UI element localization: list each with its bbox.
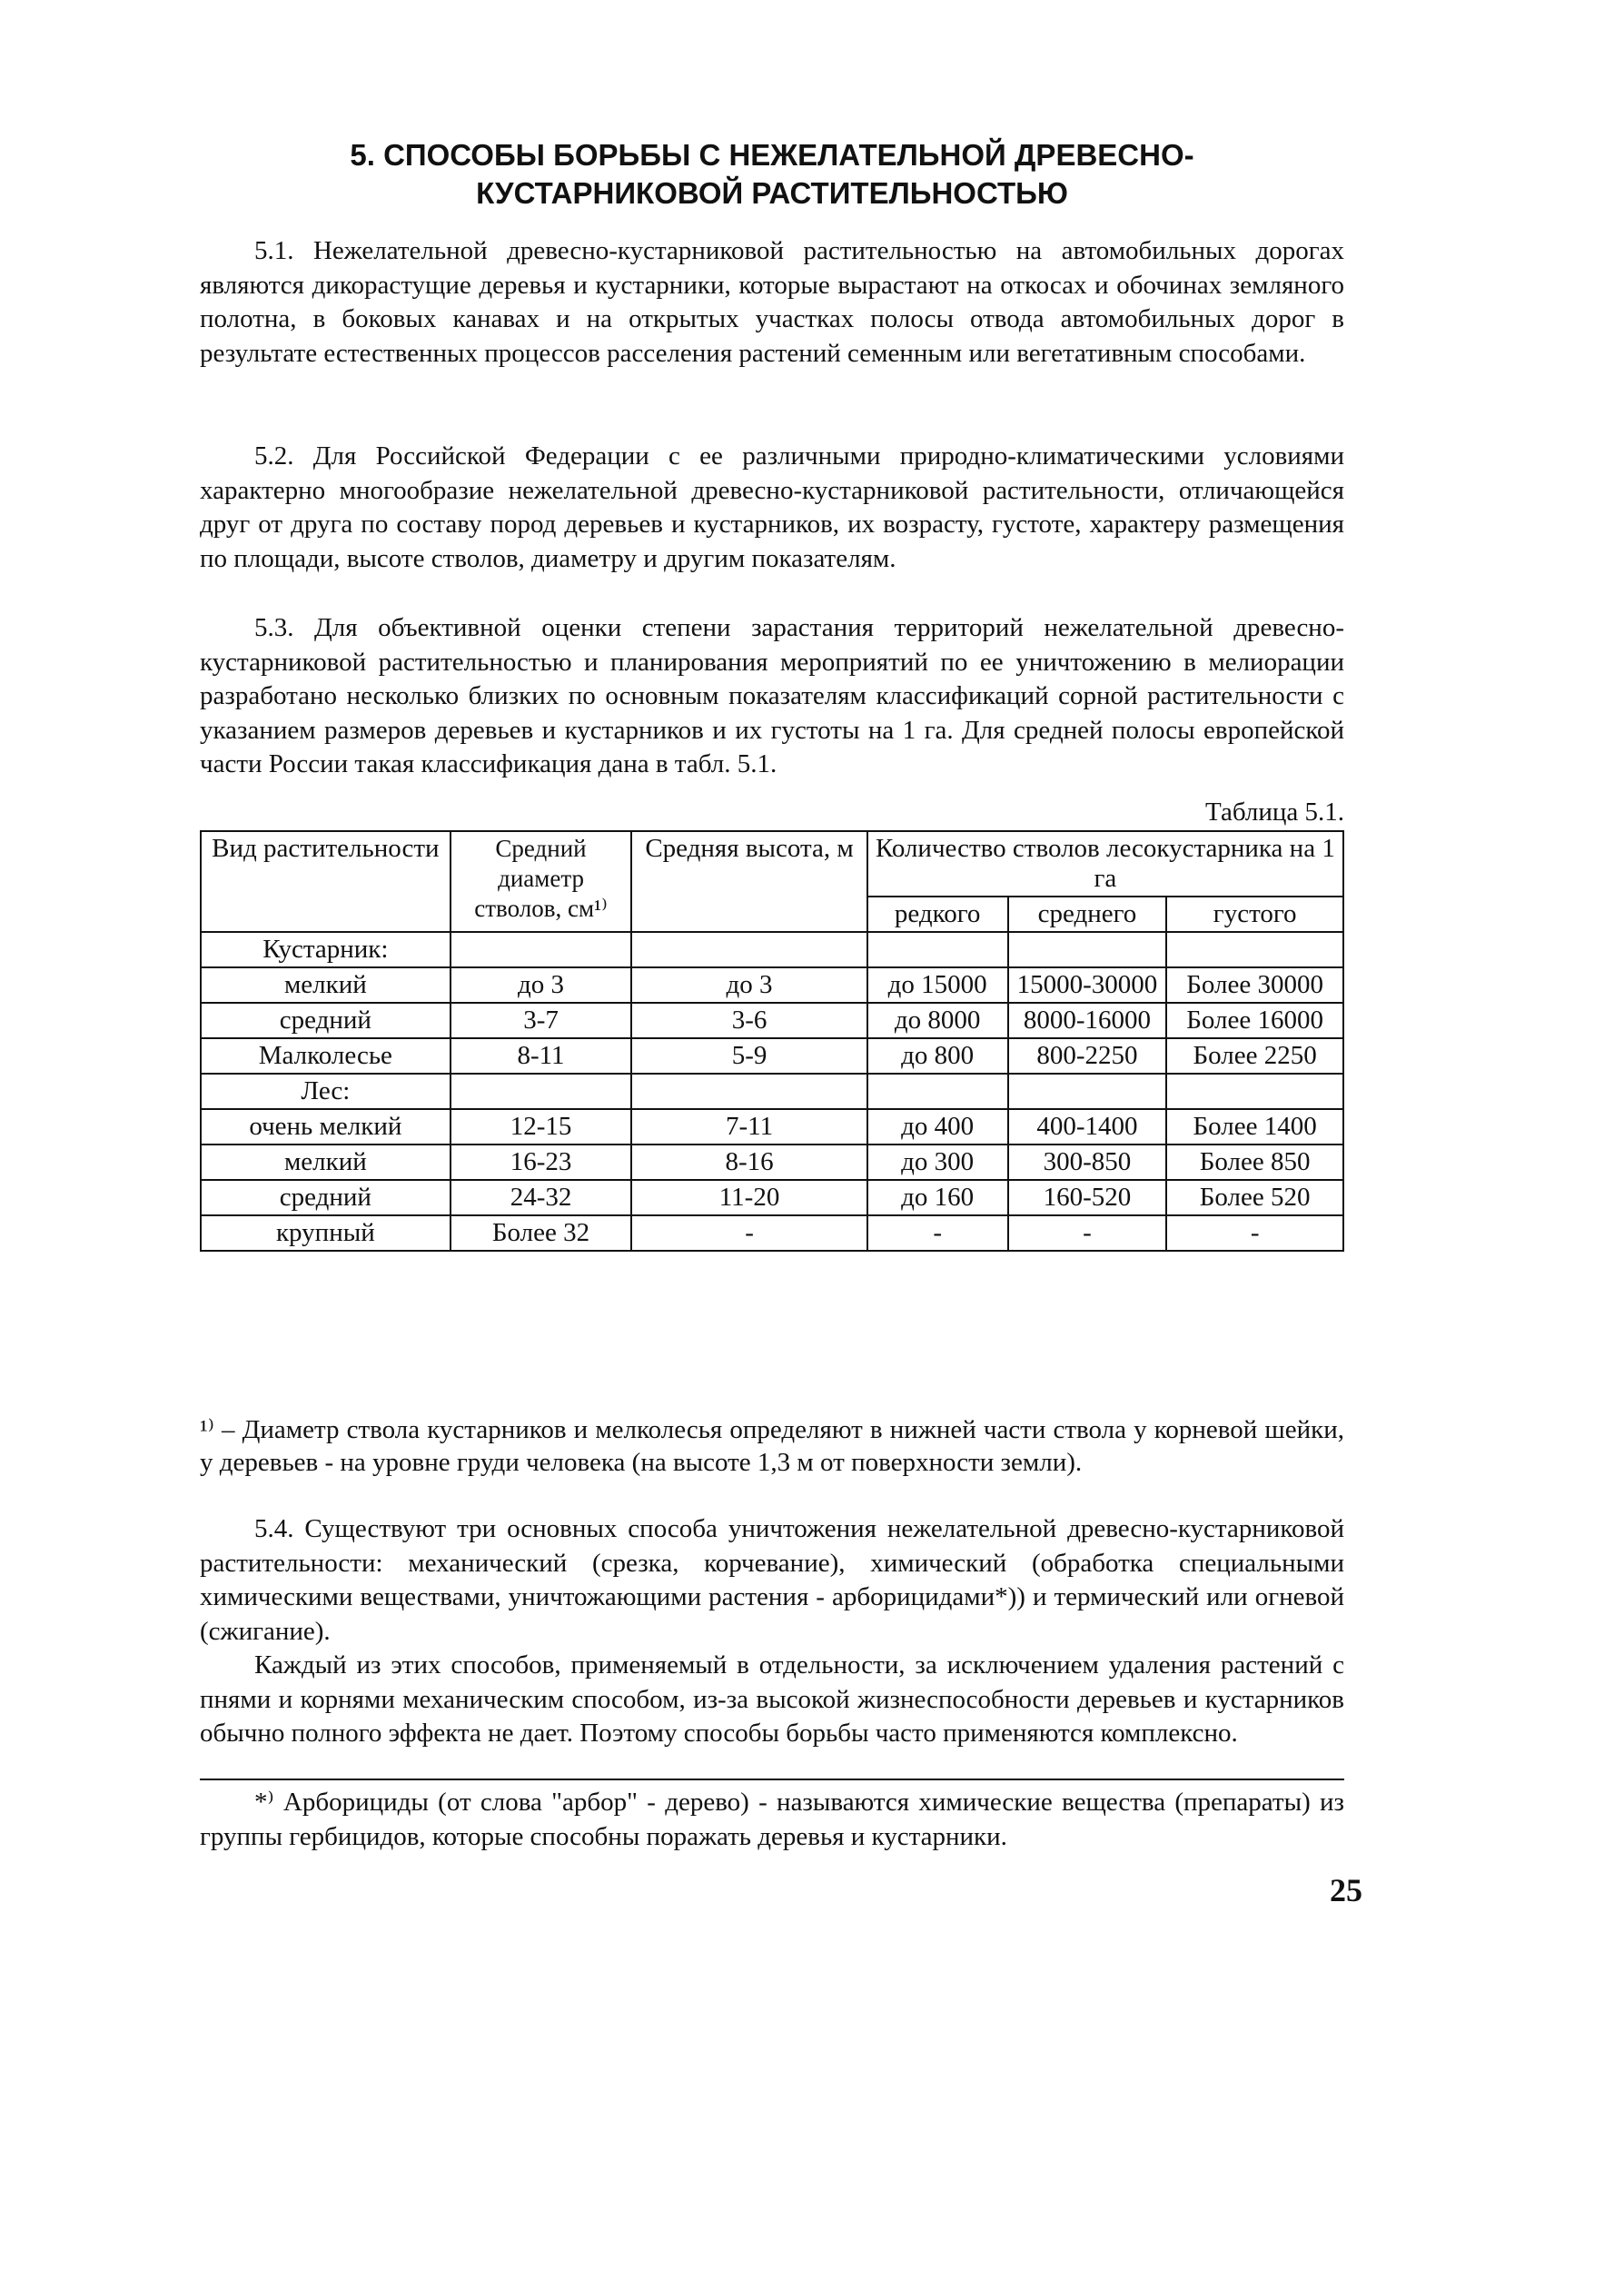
paragraph-5-3: 5.3. Для объективной оценки степени зарастания территорий нежелательной древесно-кустарниковой растительностью и планирования мероприятий по ее уничтожению в мелиорации разработано несколько близких по основным показателям классификаций сорной растительности с указанием размеров деревьев и кустарников и их густоты на 1 га. Для средней полосы европейской части России такая классификация дана в табл. 5.1.: [200, 613, 1344, 778]
row-medium: 300-850: [1008, 1144, 1167, 1180]
header-stem-count: Количество стволов лесокустарника на 1 га: [867, 831, 1343, 897]
row-type: мелкий: [201, 1144, 451, 1180]
vegetation-classification-table: [200, 830, 1344, 1252]
row-diameter: 24-32: [451, 1180, 632, 1215]
row-height: 5-9: [631, 1038, 866, 1074]
row-dense: -: [1166, 1215, 1343, 1251]
header-sparse: редкого: [867, 897, 1008, 932]
row-type: средний: [201, 1003, 451, 1038]
row-sparse: до 400: [867, 1109, 1008, 1144]
section-heading: [200, 136, 1344, 213]
heading-line-1: 5. СПОСОБЫ БОРЬБЫ С НЕЖЕЛАТЕЛЬНОЙ ДРЕВЕСНО-: [350, 138, 1194, 172]
group-forest-label: Лес:: [201, 1074, 451, 1109]
heading-line-2: КУСТАРНИКОВОЙ РАСТИТЕЛЬНОСТЬЮ: [476, 176, 1068, 210]
table-header-row: [201, 831, 1343, 897]
page-number: 25: [1330, 1872, 1362, 1908]
row-type: крупный: [201, 1215, 451, 1251]
table-row: [201, 1003, 1343, 1038]
row-dense: Более 2250: [1166, 1038, 1343, 1074]
header-diameter-line-1: Средний: [495, 835, 587, 862]
paragraph-5-4-continued: Каждый из этих способов, применяемый в отдельности, за исключением удаления растений с пнями и корнями механическим способом, из-за высокой жизнеспособности деревьев и кустарников обычно полного эффекта не дает. Поэтому способы борьбы часто применяются комплексно.: [200, 1650, 1344, 1748]
header-mean-height: Средняя высота, м: [631, 831, 866, 932]
footnote-separator: [200, 1779, 1344, 1780]
row-diameter: до 3: [451, 967, 632, 1003]
row-diameter: 3-7: [451, 1003, 632, 1038]
paragraph-5-1: 5.1. Нежелательной древесно-кустарниковой растительностью на автомобильных дорогах являются дикорастущие деревья и кустарники, которые вырастают на откосах и обочинах земляного полотна, в боковых канавах и на открытых участках полосы отвода автомобильных дорог в результате естественных процессов расселения растений семенным или вегетативным способами.: [200, 236, 1344, 368]
row-medium: 15000-30000: [1008, 967, 1167, 1003]
row-dense: Более 520: [1166, 1180, 1343, 1215]
row-dense: Более 30000: [1166, 967, 1343, 1003]
row-height: до 3: [631, 967, 866, 1003]
table-row: [201, 967, 1343, 1003]
header-medium: среднего: [1008, 897, 1167, 932]
header-vegetation-type: Вид растительности: [201, 831, 451, 932]
row-sparse: до 300: [867, 1144, 1008, 1180]
header-diameter-line-2: диаметр: [498, 865, 584, 892]
row-height: 11-20: [631, 1180, 866, 1215]
row-sparse: -: [867, 1215, 1008, 1251]
row-diameter: 16-23: [451, 1144, 632, 1180]
table-row: [201, 1038, 1343, 1074]
table-row: [201, 1144, 1343, 1180]
row-sparse: до 160: [867, 1180, 1008, 1215]
row-diameter: 12-15: [451, 1109, 632, 1144]
header-diameter-line-3: стволов, см¹⁾: [474, 895, 608, 922]
page-footnote: *⁾ Арборициды (от слова "арбор" - дерево) - называются химические вещества (препараты) из группы гербицидов, которые способны поражать деревья и кустарники.: [200, 1788, 1344, 1851]
row-sparse: до 15000: [867, 967, 1008, 1003]
table-caption: Таблица 5.1.: [1204, 798, 1344, 827]
row-medium: 800-2250: [1008, 1038, 1167, 1074]
row-sparse: до 8000: [867, 1003, 1008, 1038]
header-mean-diameter: [451, 831, 632, 932]
paragraph-5-2: 5.2. Для Российской Федерации с ее различными природно-климатическими условиями характерно многообразие нежелательной древесно-кустарниковой растительности, отличающейся друг от друга по составу пород деревьев и кустарников, их возрасту, густоте, характеру размещения по площади, высоте стволов, диаметру и другим показателям.: [200, 441, 1344, 573]
row-height: 3-6: [631, 1003, 866, 1038]
row-type: Малколесье: [201, 1038, 451, 1074]
row-type: очень мелкий: [201, 1109, 451, 1144]
row-type: мелкий: [201, 967, 451, 1003]
paragraph-5-4: 5.4. Существуют три основных способа уничтожения нежелательной древесно-кустарниковой растительности: механический (срезка, корчевание), химический (обработка специальными химическими веществами, уничтожающими растения - арборицидами*)) и термический или огневой (сжигание).: [200, 1514, 1344, 1646]
row-dense: Более 1400: [1166, 1109, 1343, 1144]
group-shrub-label: Кустарник:: [201, 932, 451, 967]
row-type: средний: [201, 1180, 451, 1215]
row-height: 8-16: [631, 1144, 866, 1180]
row-dense: Более 850: [1166, 1144, 1343, 1180]
row-height: -: [631, 1215, 866, 1251]
table-row: [201, 1215, 1343, 1251]
row-height: 7-11: [631, 1109, 866, 1144]
table-row: [201, 1180, 1343, 1215]
table-group-row: [201, 1074, 1343, 1109]
row-dense: Более 16000: [1166, 1003, 1343, 1038]
table-row: [201, 1109, 1343, 1144]
table-group-row: [201, 932, 1343, 967]
row-sparse: до 800: [867, 1038, 1008, 1074]
row-medium: 400-1400: [1008, 1109, 1167, 1144]
row-medium: 8000-16000: [1008, 1003, 1167, 1038]
row-diameter: Более 32: [451, 1215, 632, 1251]
header-dense: густого: [1166, 897, 1343, 932]
row-medium: -: [1008, 1215, 1167, 1251]
row-diameter: 8-11: [451, 1038, 632, 1074]
table-footnote: ¹⁾ – Диаметр ствола кустарников и мелколесья определяют в нижней части ствола у корневой шейки, у деревьев - на уровне груди человека (на высоте 1,3 м от поверхности земли).: [200, 1415, 1344, 1477]
row-medium: 160-520: [1008, 1180, 1167, 1215]
